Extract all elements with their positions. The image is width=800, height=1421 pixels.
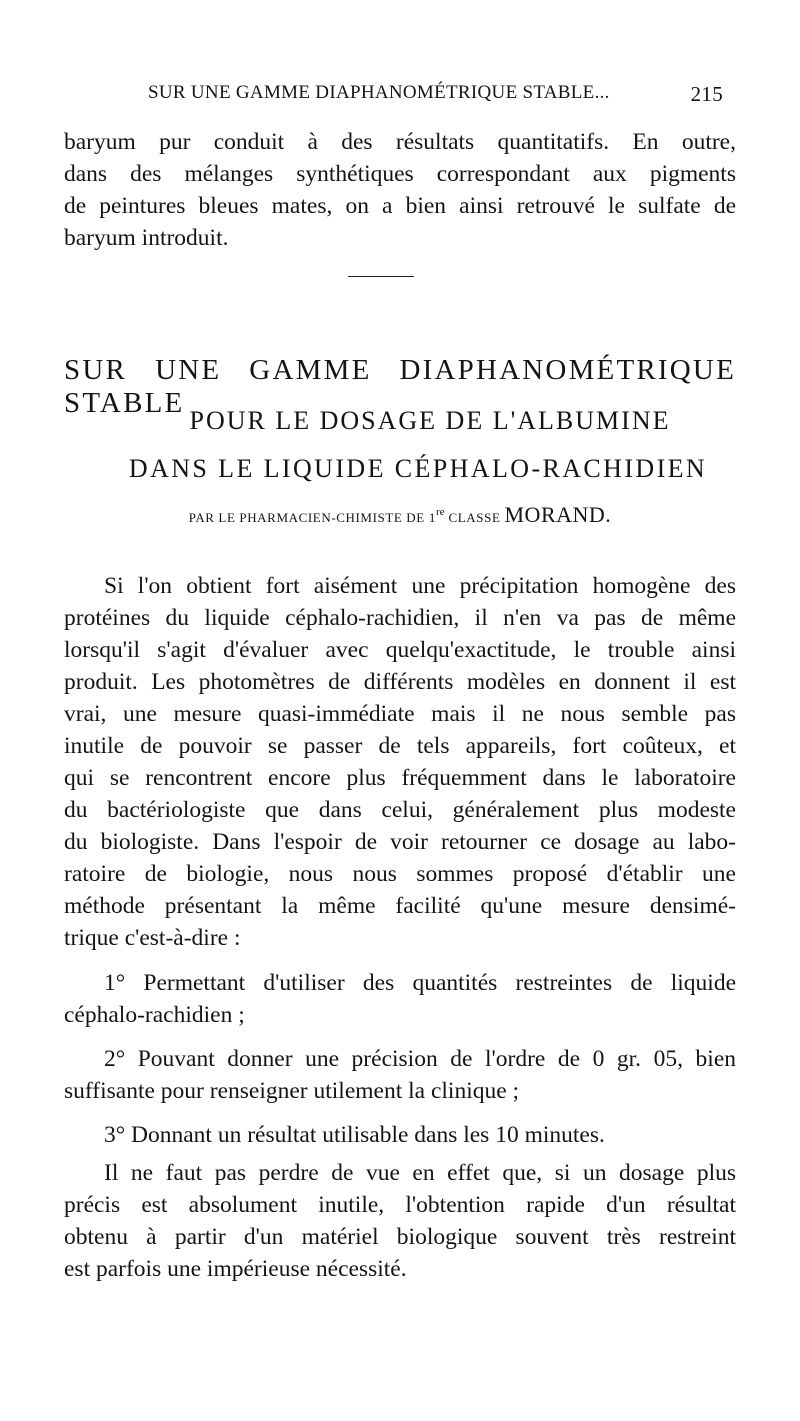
article-title-line-1: SUR UNE GAMME DIAPHANOMÉTRIQUE STABLE bbox=[64, 354, 736, 419]
intro-paragraph bbox=[64, 570, 736, 954]
section-divider bbox=[348, 276, 414, 277]
text-line: précis est absolument inutile, l'obtention rapide d'un résultat bbox=[64, 1192, 736, 1218]
text-line: Il ne faut pas perdre de vue en effet que, si un dosage plus bbox=[104, 1160, 736, 1186]
text-line: méthode présentant la même facilité qu'une mesure densimé- bbox=[64, 893, 736, 919]
text-line: baryum introduit. bbox=[64, 225, 229, 251]
text-line: est parfois une impérieuse nécessité. bbox=[64, 1256, 407, 1282]
running-head-title: SUR UNE GAMME DIAPHANOMÉTRIQUE STABLE... bbox=[148, 82, 610, 103]
closing-paragraph bbox=[64, 1157, 736, 1285]
page-number: 215 bbox=[690, 82, 723, 106]
text-line: baryum pur conduit à des résultats quantitatifs. En outre, bbox=[64, 129, 736, 155]
text-line: de peintures bleues mates, on a bien ainsi retrouvé le sulfate de bbox=[64, 193, 736, 219]
text-line: du biologiste. Dans l'espoir de voir retourner ce dosage au labo- bbox=[64, 829, 736, 855]
text-line: suffisante pour renseigner utilement la clinique ; bbox=[64, 1078, 520, 1104]
text-line: Si l'on obtient fort aisément une précipitation homogène des bbox=[104, 573, 736, 599]
text-line: 3° Donnant un résultat utilisable dans les 10 minutes. bbox=[104, 1122, 605, 1148]
text-line: obtenu à partir d'un matériel biologique souvent très restreint bbox=[64, 1224, 736, 1250]
list-item bbox=[64, 1119, 736, 1151]
byline-ordinal: 1 bbox=[428, 510, 436, 525]
text-line: ratoire de biologie, nous nous sommes proposé d'établir une bbox=[64, 861, 736, 887]
author-byline bbox=[0, 502, 800, 528]
list-item bbox=[64, 967, 736, 1031]
text-line: céphalo-rachidien ; bbox=[64, 1002, 245, 1028]
text-line: produit. Les photomètres de différents modèles en donnent il est bbox=[64, 669, 736, 695]
text-line: protéines du liquide céphalo-rachidien, il n'en va pas de même bbox=[64, 605, 736, 631]
text-line: dans des mélanges synthétiques correspondant aux pigments bbox=[64, 161, 736, 187]
text-line: lorsqu'il s'agit d'évaluer avec quelqu'exactitude, le trouble ainsi bbox=[64, 637, 736, 663]
author-name: MORAND. bbox=[504, 502, 612, 527]
text-line: inutile de pouvoir se passer de tels appareils, fort coûteux, et bbox=[64, 733, 736, 759]
article-title-line-3: DANS LE LIQUIDE CÉPHALO-RACHIDIEN bbox=[128, 454, 708, 483]
text-line: trique c'est-à-dire : bbox=[64, 925, 241, 951]
text-line: qui se rencontrent encore plus fréquemment dans le laboratoire bbox=[64, 765, 736, 791]
byline-prefix: PAR LE PHARMACIEN-CHIMISTE DE bbox=[188, 510, 425, 525]
article-title-line-2: POUR LE DOSAGE DE L'ALBUMINE bbox=[189, 406, 671, 435]
byline-ordinal-superscript: re bbox=[435, 506, 445, 518]
text-line: vrai, une mesure quasi-immédiate mais il ne nous semble pas bbox=[64, 701, 736, 727]
text-line: 1° Permettant d'utiliser des quantités restreintes de liquide bbox=[104, 970, 736, 996]
byline-classe: CLASSE bbox=[448, 510, 501, 525]
list-item bbox=[64, 1043, 736, 1107]
top-paragraph bbox=[64, 126, 736, 254]
text-line: du bactériologiste que dans celui, généralement plus modeste bbox=[64, 797, 736, 823]
text-line: 2° Pouvant donner une précision de l'ordre de 0 gr. 05, bien bbox=[104, 1046, 736, 1072]
